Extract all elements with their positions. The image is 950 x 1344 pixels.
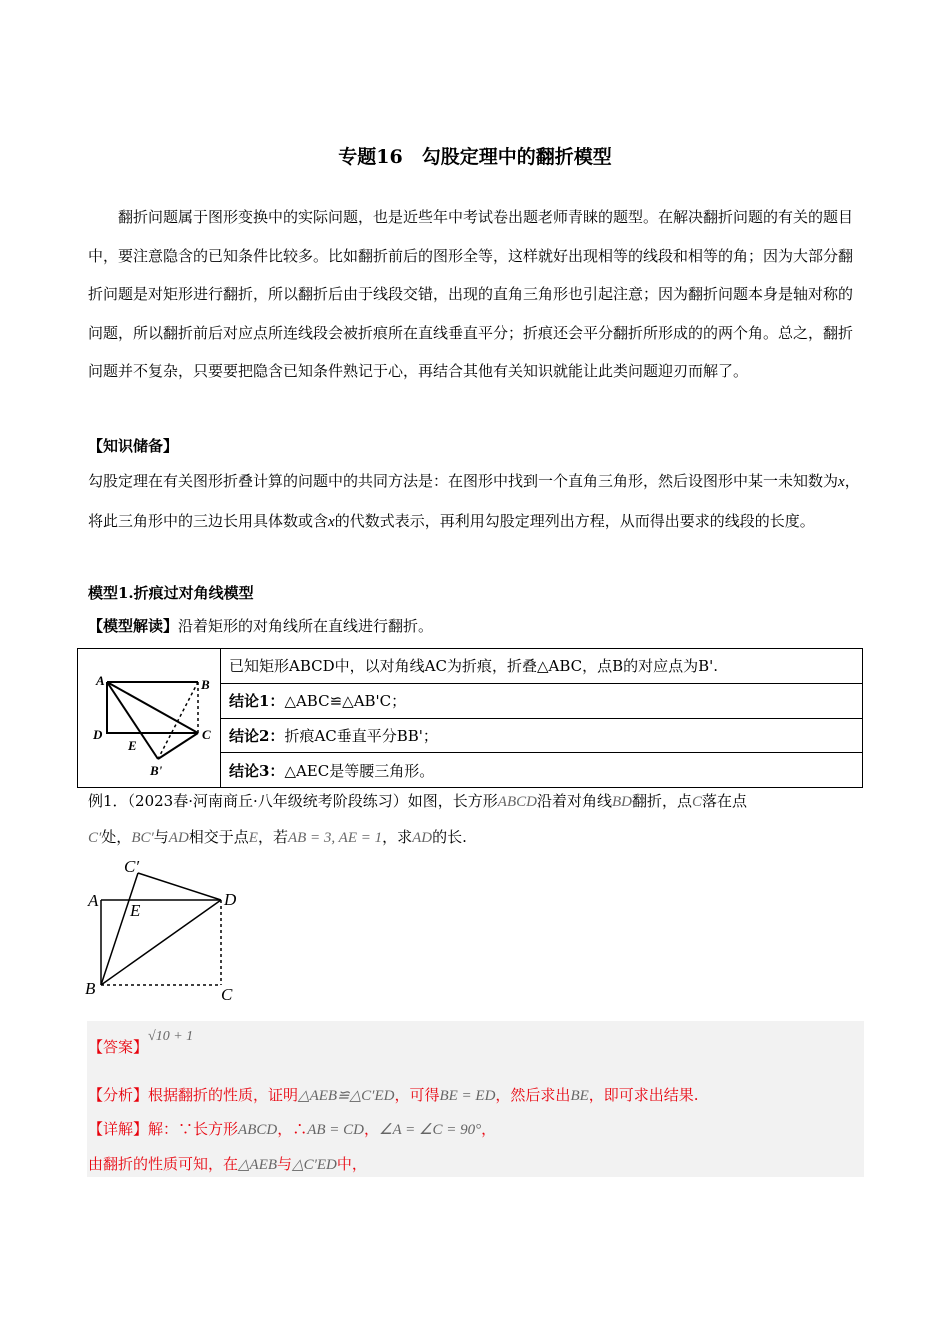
page-title: 专题16 勾股定理中的翻折模型 [338,146,612,168]
conclusion-2: 结论2：折痕AC垂直平分BB'； [221,718,863,753]
label-B: B [201,677,210,692]
ex-label-B: B [85,979,96,998]
model-reading: 【模型解读】沿着矩形的对角线所在直线进行翻折。 [88,617,434,635]
ex-label-D: D [224,890,237,909]
label-E: E [128,738,137,753]
knowledge-heading: 【知识储备】 [88,437,179,455]
model-table [77,648,863,788]
detail-line-2: 由翻折的性质可知，在△AEB与△C′ED中， [88,1155,367,1173]
premise-cell: 已知矩形ABCD中，以对角线AC为折痕，折叠△ABC，点B的对应点为B'. [221,649,863,684]
label-Bp: B' [150,763,163,778]
ex-label-Cp: C′ [124,857,140,876]
ex-label-A: A [88,891,99,910]
conclusion-3: 结论3：△AEC是等腰三角形。 [221,753,863,788]
model1-heading: 模型1.折痕过对角线模型 [88,584,254,602]
knowledge-paragraph: 勾股定理在有关图形折叠计算的问题中的共同方法是：在图形中找到一个直角三角形，然后设图形中某一未知数为x，将此三角形中的三边长用具体数或含x的代数式表示，再利用勾股定理列出方程，从而得出要求的线段的长度。 [88,472,860,530]
analysis-line: 【分析】根据翻折的性质，证明△AEB≌△C′ED，可得BE = ED，然后求出BE，即可求出结果. [88,1086,699,1104]
fold-diagonal-diagram [78,649,220,783]
answer-line: 【答案】√10 + 1 [88,1029,194,1056]
ex-label-E: E [130,901,141,920]
label-D: D [93,727,103,742]
label-C: C [202,727,211,742]
model-figure-cell [78,649,221,788]
example-line-1: 例1．（2023春·河南商丘·八年级统考阶段练习）如图，长方形ABCD沿着对角线BD翻折，点C落在点 [88,792,748,810]
example-diagram [80,855,250,1005]
intro-paragraph: 翻折问题属于图形变换中的实际问题，也是近些年中考试卷出题老师青睐的题型。在解决翻折问题的有关的题目中，要注意隐含的已知条件比较多。比如翻折前后的图形全等，这样就好出现相等的线段和相等的角；因为大部分翻折问题是对矩形进行翻折，所以翻折后由于线段交错，出现的直角三角形也引起注意；因为翻折问题本身是轴对称的问题，所以翻折前后对应点所连线段会被折痕所在直线垂直平分；折痕还会平分翻折所形成的的两个角。总之，翻折问题并不复杂，只要要把隐含已知条件熟记于心，再结合其他有关知识就能让此类问题迎刃而解了。 [88,208,854,381]
example-line-2: C′处，BC′与AD相交于点E，若AB = 3, AE = 1，求AD的长. [88,828,467,846]
conclusion-1: 结论1：△ABC≌△AB'C； [221,683,863,718]
label-A: A [96,673,105,688]
detail-line: 【详解】解：∵长方形ABCD，∴AB = CD，∠A = ∠C = 90°， [88,1120,497,1138]
ex-label-C: C [221,985,233,1004]
